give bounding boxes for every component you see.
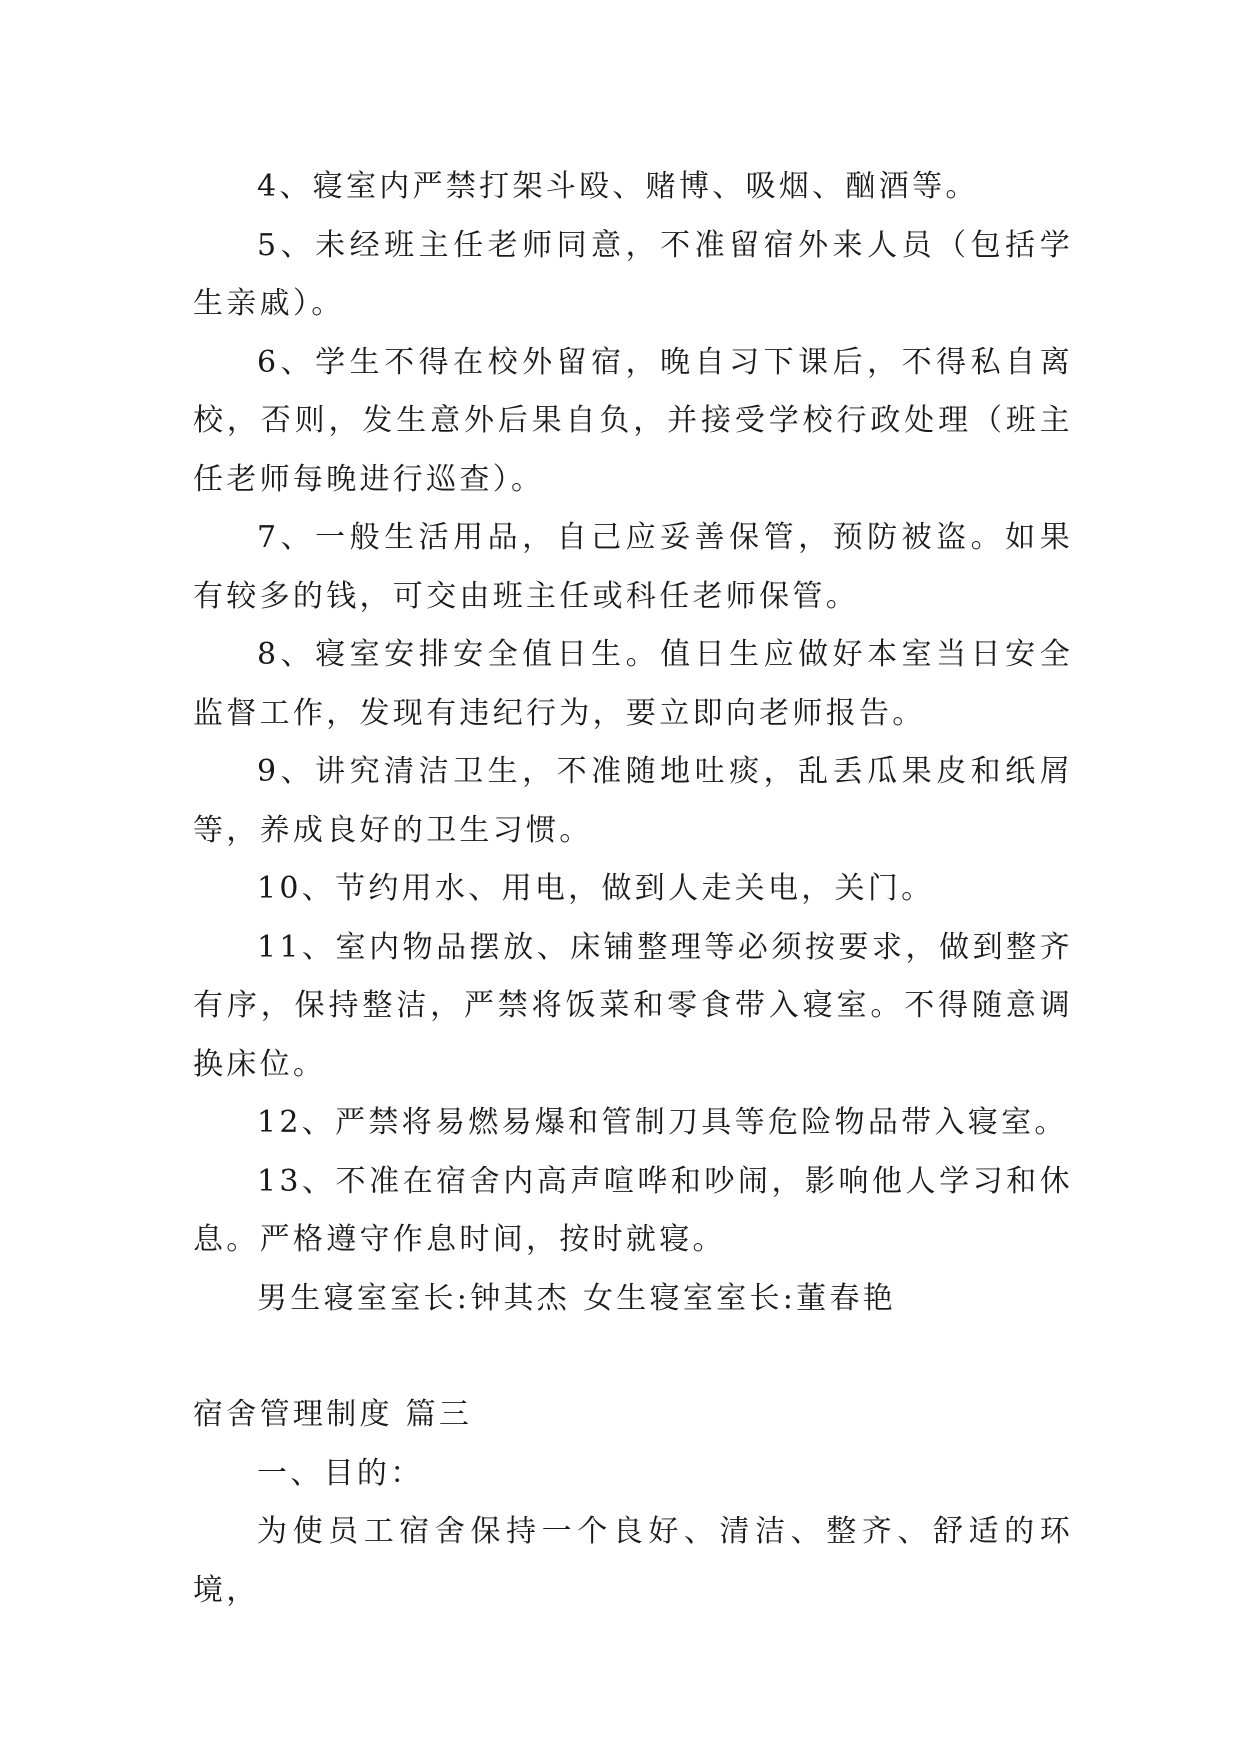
dorm-leaders: 男生寝室室长:钟其杰 女生寝室室长:董春艳 (257, 1280, 897, 1316)
rule-7: 7、一般生活用品，自己应妥善保管，预防被盗。如果有较多的钱，可交由班主任或科任老师保管。 (193, 520, 1073, 614)
purpose-heading: 一、目的： (257, 1455, 424, 1491)
rule-13: 13、不准在宿舍内高声喧哗和吵闹，影响他人学习和休息。严格遵守作息时间，按时就寝。 (193, 1163, 1073, 1257)
rule-12: 12、严禁将易燃易爆和管制刀具等危险物品带入寝室。 (257, 1105, 1068, 1140)
purpose-text: 为使员工宿舍保持一个良好、清洁、整齐、舒适的环境， (193, 1514, 1073, 1608)
rule-5: 5、未经班主任老师同意，不准留宿外来人员（包括学生亲戚）。 (193, 227, 1073, 321)
rule-10: 10、节约用水、用电，做到人走关电，关门。 (257, 871, 935, 906)
section-heading: 宿舍管理制度 篇三 (193, 1397, 473, 1432)
rule-8: 8、寝室安排安全值日生。值日生应做好本室当日安全监督工作，发现有违纪行为，要立即向老师报告。 (193, 637, 1073, 731)
rule-4: 4、寝室内严禁打架斗殴、赌博、吸烟、酗酒等。 (257, 169, 979, 204)
document-body (193, 158, 1073, 1620)
rule-6: 6、学生不得在校外留宿，晚自习下课后，不得私自离校，否则，发生意外后果自负，并接受学校行政处理（班主任老师每晚进行巡查）。 (193, 344, 1073, 497)
rule-11: 11、室内物品摆放、床铺整理等必须按要求，做到整齐有序，保持整洁，严禁将饭菜和零食带入寝室。不得随意调换床位。 (193, 929, 1073, 1082)
rule-9: 9、讲究清洁卫生，不准随地吐痰，乱丢瓜果皮和纸屑等，养成良好的卫生习惯。 (193, 754, 1073, 848)
